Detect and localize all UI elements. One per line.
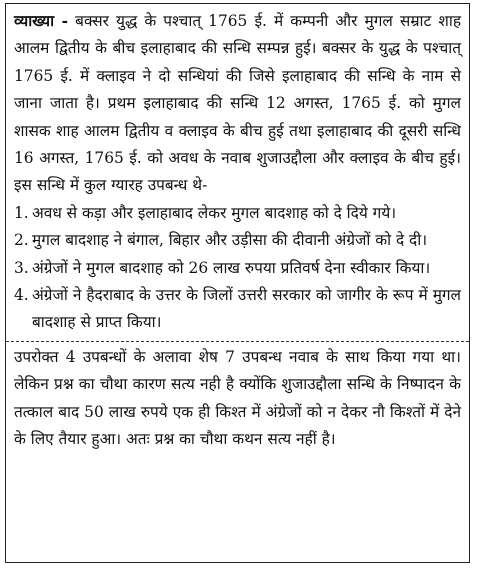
provisions-list [14,200,461,337]
list-item [14,200,461,227]
list-item-text: अंग्रेजों ने मुगल बादशाह को 26 लाख रुपया प्रतिवर्ष देना स्वीकार किया। [32,258,431,277]
list-item-number: 4. [14,286,29,305]
explanation-paragraph [14,8,461,200]
answer-box [5,3,470,563]
list-item-text: अंग्रेजों ने हैदराबाद के उत्तर के जिलों उत्तरी सरकार को जागीर के रूप में मुगल बादशाह से प्राप्त किया। [32,286,461,332]
list-item-number: 2. [14,231,29,250]
conclusion-section [6,342,469,456]
list-item [14,255,461,282]
list-item [14,227,461,254]
list-item-text: मुगल बादशाह ने बंगाल, बिहार और उड़ीसा की दीवानी अंग्रेजों को दे दी। [32,231,428,250]
explanation-heading: व्याख्या - [14,12,69,30]
conclusion-paragraph: उपरोक्त 4 उपबन्धों के अलावा शेष 7 उपबन्ध नवाब के साथ किया गया था। लेकिन प्रश्न का चौथा कारण सत्य नही है क्योंकि शुजाउद्दौला सन्धि के निष्पादन के तत्काल बाद 50 लाख रुपये एक ही किश्त में अंग्रेजों को न देकर नौ किश्तों में देने के लिए तैयार हुआ। अतः प्रश्न का चौथा कथन सत्य नहीं है। [14,347,461,449]
list-item [14,282,461,337]
list-item-number: 1. [14,203,29,222]
list-item-text: अवध से कड़ा और इलाहाबाद लेकर मुगल बादशाह को दे दिये गये। [32,203,397,222]
explanation-text: बक्सर युद्ध के पश्चात् 1765 ई. में कम्पनी और मुगल सम्राट शाह आलम द्वितीय के बीच इलाहाबाद की सन्धि सम्पन्न हुई। बक्सर के युद्ध के पश्चात् 1765 ई. में क्लाइव ने दो सन्धियां की जिसे इलाहाबाद की सन्धि के नाम से जाना जाता है। प्रथम इलाहाबाद की सन्धि 12 अगस्त, 1765 ई. को मुगल शासक शाह आलम द्वितीय व क्लाइव के बीच हुई तथा इलाहाबाद की दूसरी सन्धि 16 अगस्त, 1765 ई. को अवध के नवाब शुजाउद्दौला और क्लाइव के बीच हुई। इस सन्धि में कुल ग्यारह उपबन्ध थे- [14,12,461,195]
list-item-number: 3. [14,258,29,277]
explanation-section [6,4,469,339]
